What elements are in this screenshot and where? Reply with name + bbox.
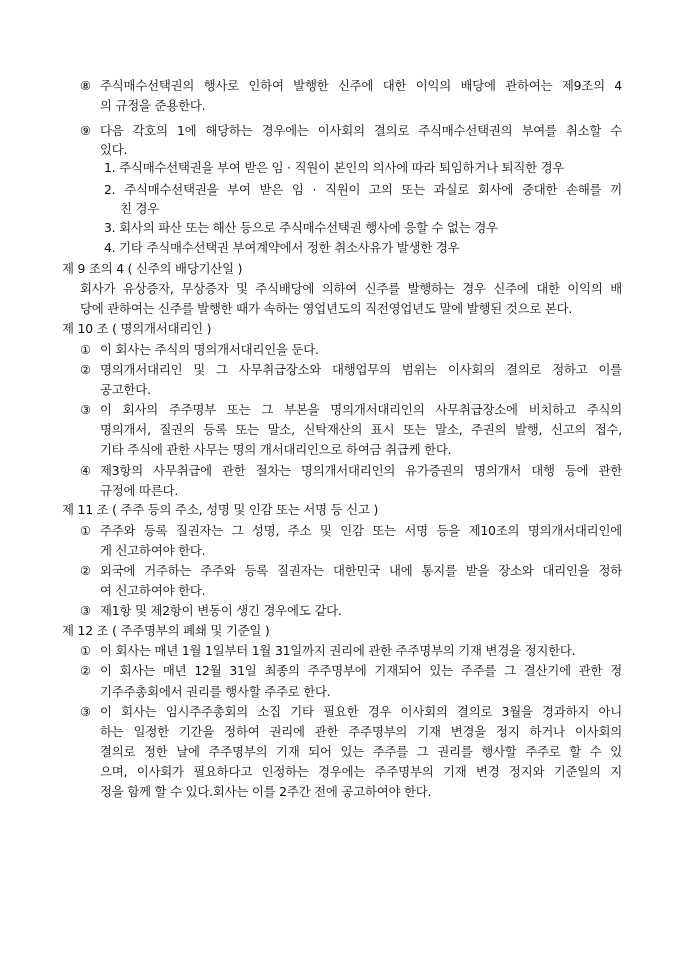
clause-text: 명의개서, 질권의 등록 또는 말소, 신탁재산의 표시 또는 말소, 주권의 발행, 신고의 접수,: [100, 422, 622, 437]
clause-text: 공고한다.: [100, 382, 151, 397]
clause-text: 여 신고하여야 한다.: [100, 583, 206, 598]
clause-marker: ②: [80, 362, 92, 377]
clause-text: 의 규정을 준용한다.: [100, 98, 206, 113]
clause-text: 기타 주식에 관한 사무는 명의 개서대리인으로 하여금 취급케 한다.: [100, 442, 452, 457]
clause-marker: ①: [80, 342, 92, 357]
clause-marker: ⑨: [80, 123, 92, 138]
clause-text: 주식매수선택권의 행사로 인하여 발행한 신주에 대한 이익의 배당에 관하여는 제9조의 4: [100, 78, 622, 93]
clause-text: 명의개서대리인 및 그 사무취급장소와 대행업무의 범위는 이사회의 결의로 정하고 이를: [100, 362, 622, 377]
clause-marker: ③: [80, 704, 92, 719]
clause-text: 이 회사의 주주명부 또는 그 부본을 명의개서대리인의 사무취급장소에 비치하고 주식의: [100, 402, 622, 417]
clause-text: 으며, 이사회가 필요하다고 인정하는 경우에는 주주명부의 기재 변경 정지와 기준일의 지: [100, 764, 622, 779]
clause-text: 기주주총회에서 권리를 행사할 주주로 한다.: [100, 684, 331, 699]
paragraph: 당에 관하여는 신주를 발행한 때가 속하는 영업년도의 직전영업년도 말에 발행된 것으로 본다.: [80, 301, 573, 316]
article-heading: 제 10 조 ( 명의개서대리인 ): [62, 321, 212, 336]
list-item: 2. 주식매수선택권을 부여 받은 임 · 직원이 고의 또는 과실로 회사에 중대한 손해를 끼: [104, 182, 622, 197]
list-item: 1. 주식매수선택권을 부여 받은 임 · 직원이 본인의 의사에 따라 퇴임하거나 퇴직한 경우: [104, 160, 565, 175]
clause-text: 규정에 따른다.: [100, 483, 179, 498]
clause-text: 이 회사는 임시주주총회의 소집 기타 필요한 경우 이사회의 결의로 3월을 경과하지 아니: [100, 704, 622, 719]
clause-text: 이 회사는 매년 12월 31일 최종의 주주명부에 기재되어 있는 주주를 그 결산기에 관한 정: [100, 663, 622, 678]
clause-text: 제1항 및 제2항이 변동이 생긴 경우에도 같다.: [100, 603, 342, 618]
list-item: 4. 기타 주식매수선택권 부여계약에서 정한 취소사유가 발생한 경우: [104, 240, 460, 255]
clause-marker: ②: [80, 663, 92, 678]
clause-text: 주주와 등록 질권자는 그 성명, 주소 및 인감 또는 서명 등을 제10조의 명의개서대리인에: [100, 523, 622, 538]
list-item: 3. 회사의 파산 또는 해산 등으로 주식매수선택권 행사에 응할 수 없는 경우: [104, 220, 498, 235]
clause-text: 게 신고하여야 한다.: [100, 543, 206, 558]
clause-marker: ③: [80, 603, 92, 618]
clause-text: 이 회사는 주식의 명의개서대리인을 둔다.: [100, 342, 319, 357]
clause-text: 하는 일정한 기간을 정하여 권리에 관한 주주명부의 기재 변경을 정지 하거나 이사회의: [100, 724, 622, 739]
clause-text: 제3항의 사무취급에 관한 절차는 명의개서대리인의 유가증권의 명의개서 대행 등에 관한: [100, 463, 622, 478]
clause-text: 외국에 거주하는 주주와 등록 질권자는 대한민국 내에 통지를 받을 장소와 대리인을 정하: [100, 563, 622, 578]
clause-text: 이 회사는 매년 1월 1일부터 1월 31일까지 권리에 관한 주주명부의 기재 변경을 정지한다.: [100, 643, 576, 658]
clause-marker: ①: [80, 643, 92, 658]
clause-text: 결의로 정한 날에 주주명부의 기재 되어 있는 주주를 그 권리를 행사할 주주로 할 수 있: [100, 744, 622, 759]
clause-marker: ③: [80, 402, 92, 417]
clause-marker: ②: [80, 563, 92, 578]
clause-marker: ④: [80, 463, 92, 478]
paragraph: 회사가 유상증자, 무상증자 및 주식배당에 의하여 신주를 발행하는 경우 신주에 대한 이익의 배: [80, 281, 622, 296]
clause-marker: ⑧: [80, 78, 92, 93]
clause-marker: ①: [80, 523, 92, 538]
clause-text: 정을 함께 할 수 있다.회사는 이를 2주간 전에 공고하여야 한다.: [100, 784, 432, 799]
clause-text: 있다.: [100, 142, 128, 157]
article-heading: 제 12 조 ( 주주명부의 폐쇄 및 기준일 ): [62, 623, 270, 638]
article-heading: 제 9 조의 4 ( 신주의 배당기산일 ): [62, 261, 243, 276]
list-item: 친 경우: [120, 201, 160, 216]
article-heading: 제 11 조 ( 주주 등의 주소, 성명 및 인감 또는 서명 등 신고 ): [62, 502, 379, 517]
clause-text: 다음 각호의 1에 해당하는 경우에는 이사회의 결의로 주식매수선택권의 부여를 취소할 수: [100, 123, 622, 138]
